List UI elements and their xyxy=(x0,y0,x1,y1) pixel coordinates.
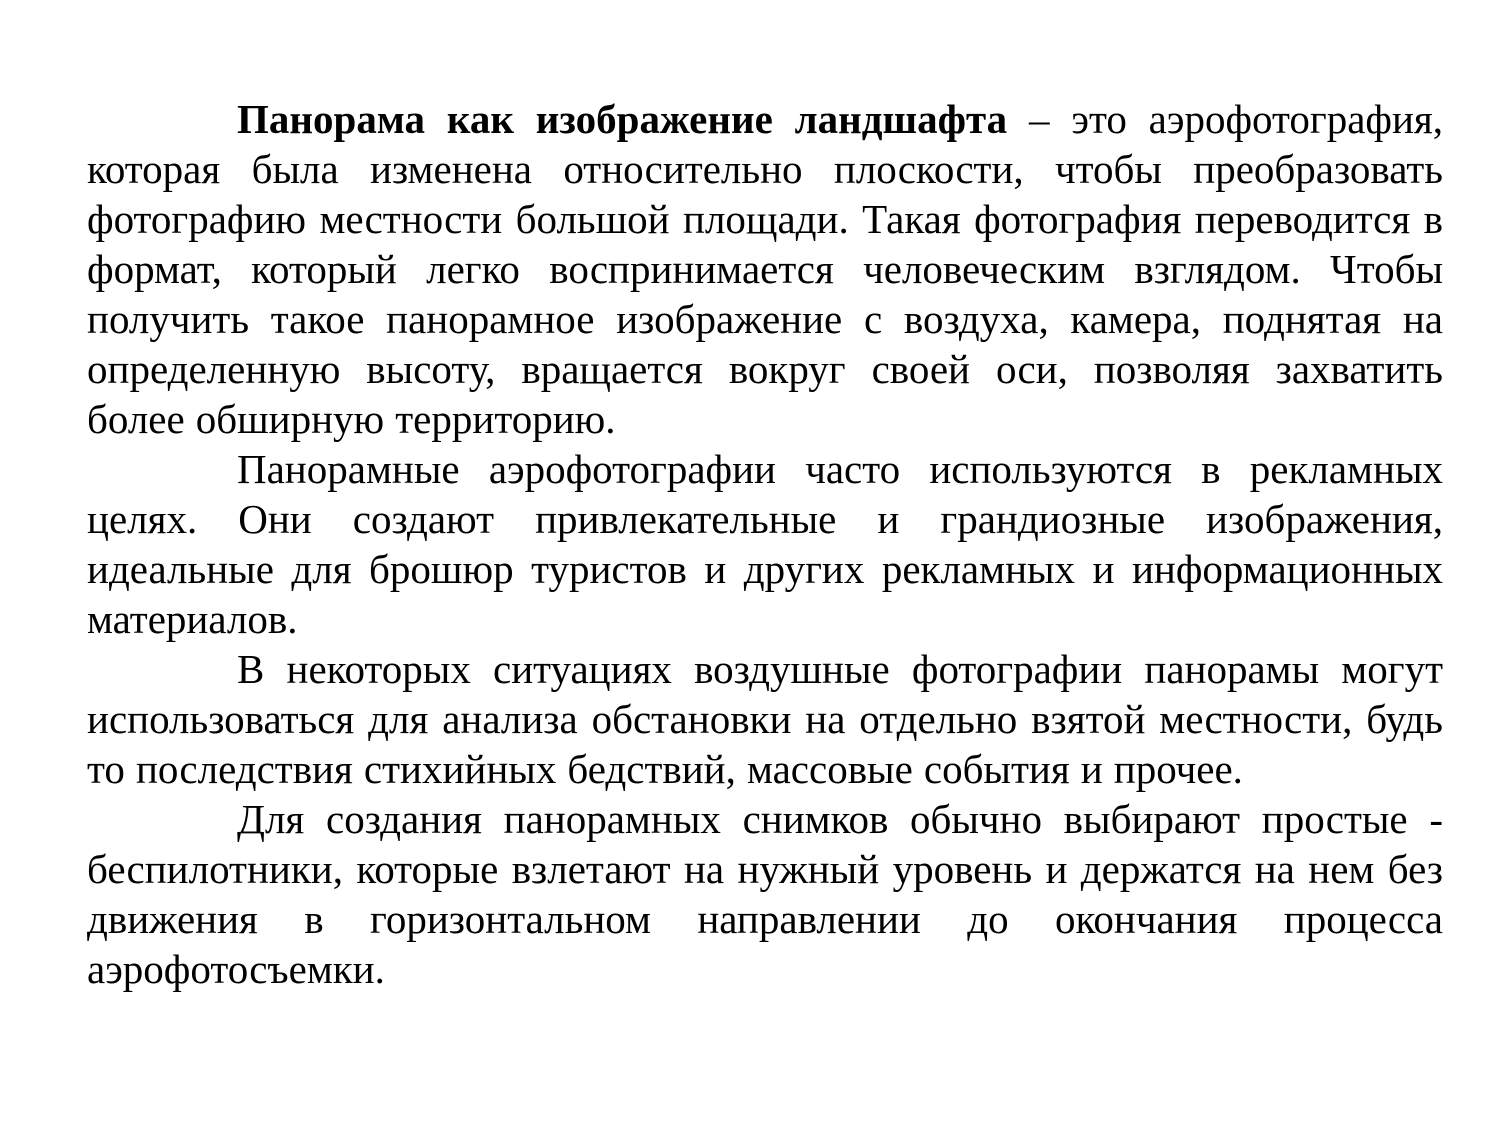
paragraph-intro-bold-lead: Панорама как изображение ландшафта xyxy=(237,96,1008,142)
paragraph-intro-text: – это аэрофотография, которая была изменена относительно плоскости, чтобы преобразовать фотографию местности большой площади. Такая фотография переводится в формат, который легко воспринимается человеческим взглядом. Чтобы получить такое панорамное изображение с воздуха, камера, поднятая на определенную высоту, вращается вокруг своей оси, позволяя захватить более обширную территорию. xyxy=(87,96,1444,442)
paragraph-intro xyxy=(87,94,1443,444)
paragraph-analysis-use: В некоторых ситуациях воздушные фотографии панорамы могут использоваться для анализа обстановки на отдельно взятой местности, будь то последствия стихийных бедствий, массовые события и прочее. xyxy=(87,646,1443,792)
paragraph-advertising-use: Панорамные аэрофотографии часто используются в рекламных целях. Они создают привлекательные и грандиозные изображения, идеальные для брошюр туристов и других рекламных и информационных материалов. xyxy=(87,446,1443,642)
paragraph-drones: Для создания панорамных снимков обычно выбирают простые - беспилотники, которые взлетают на нужный уровень и держатся на нем без движения в горизонтальном направлении до окончания процесса аэрофотосъемки. xyxy=(87,796,1443,992)
